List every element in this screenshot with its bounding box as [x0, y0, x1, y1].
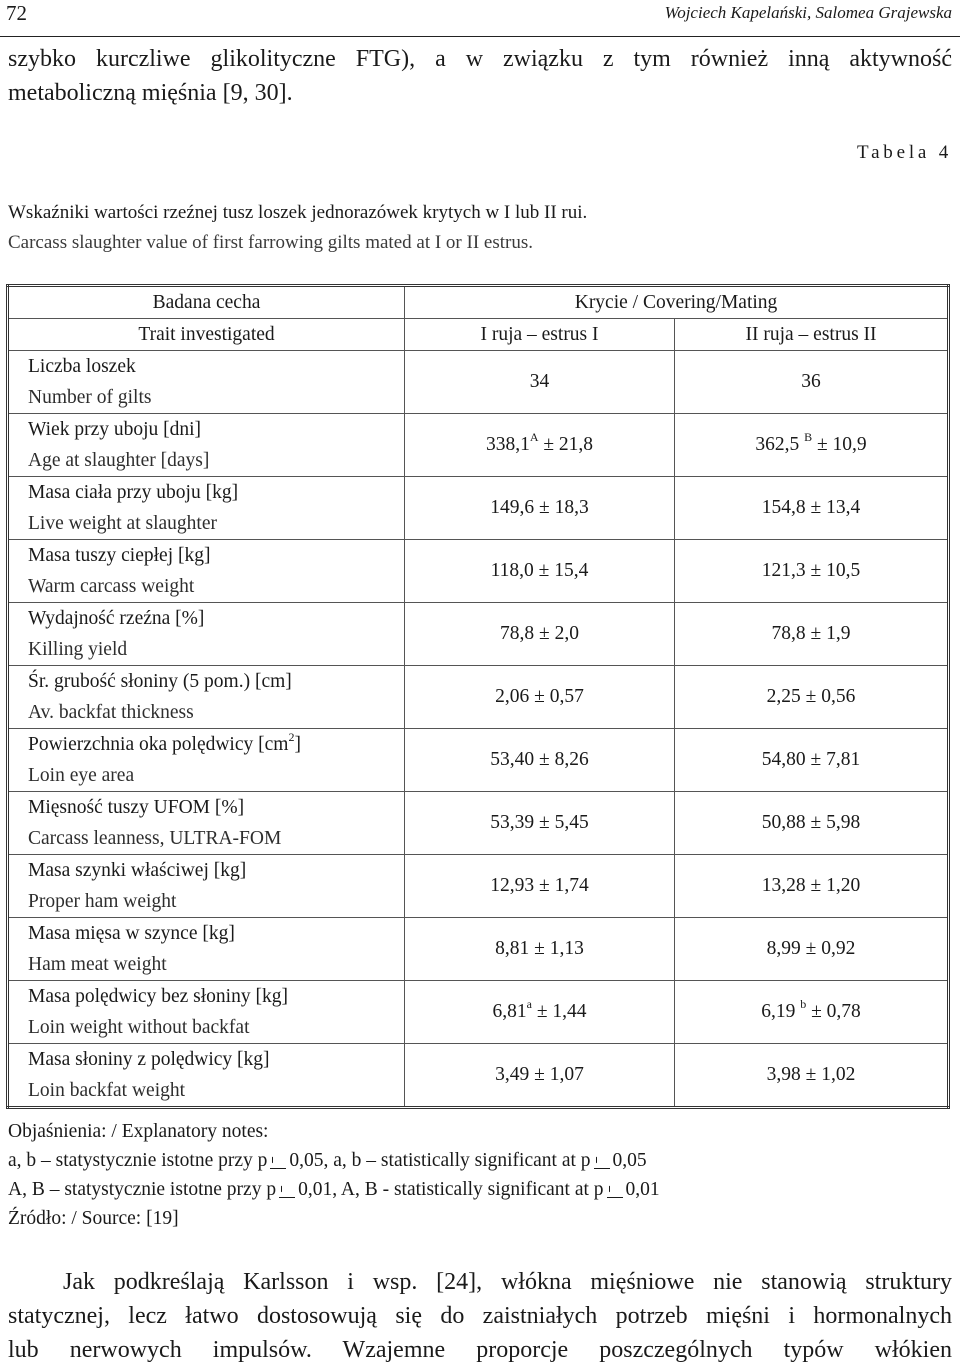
- table-row: [8, 540, 949, 603]
- trait-name-pl: Śr. grubość słoniny (5 pom.) [cm]: [28, 671, 292, 692]
- trait-cell: [8, 477, 405, 540]
- table-row: [8, 792, 949, 855]
- trait-name-en: Ham meat weight: [28, 954, 167, 975]
- intro-line: szybko kurczliwe glikolityczne FTG), a w związku z tym również inną aktywność: [8, 46, 952, 72]
- trait-cell: [8, 1044, 405, 1108]
- notes-line-uppercase: A, B – statystycznie istotne przy p 0,01, A, B - statistically significant at p 0,01: [8, 1179, 660, 1200]
- value-estrus-1: 6,81$^a$ ± 1,44: [405, 981, 675, 1044]
- table-row: [8, 351, 949, 414]
- value-estrus-2: 121,3 ± 10,5: [675, 540, 949, 603]
- trait-cell: [8, 540, 405, 603]
- value-estrus-1: 34: [405, 351, 675, 414]
- trait-name-en: Loin backfat weight: [28, 1080, 186, 1101]
- value-estrus-2: 6,19 $^b$ ± 0,78: [675, 981, 949, 1044]
- trait-name-en: Loin eye area: [28, 765, 135, 786]
- intro-line: metaboliczną mięśnia [9, 30].: [8, 80, 293, 106]
- notes-line-lowercase: a, b – statystycznie istotne przy p 0,05, a, b – statistically significant at p 0,05: [8, 1150, 647, 1171]
- value-estrus-1: $338,1^A \pm 21,8$: [405, 414, 675, 477]
- body-paragraph: [8, 1265, 952, 1367]
- value-estrus-1: 118,0 ± 15,4: [405, 540, 675, 603]
- value-estrus-2: 3,98 ± 1,02: [675, 1044, 949, 1108]
- table-row: [8, 855, 949, 918]
- trait-name-en: Carcass leanness, ULTRA-FOM: [28, 828, 282, 849]
- less-equal-icon: [279, 1179, 295, 1198]
- trait-name-pl: Masa tuszy ciepłej [kg]: [28, 545, 211, 566]
- table-row: [8, 414, 949, 477]
- table-row: [8, 477, 949, 540]
- trait-cell: [8, 729, 405, 792]
- results-table: [6, 284, 950, 1109]
- table-row: [8, 981, 949, 1044]
- intro-paragraph: [8, 42, 952, 110]
- value-estrus-2: 78,8 ± 1,9: [675, 603, 949, 666]
- trait-name-pl: Masa słoniny z polędwicy [kg]: [28, 1049, 270, 1070]
- value-estrus-2: 50,88 ± 5,98: [675, 792, 949, 855]
- trait-name-en: Av. backfat thickness: [28, 702, 194, 723]
- body-line: Jak podkreślają Karlsson i wsp. [24], włókna mięśniowe nie stanowią struktury: [63, 1269, 952, 1295]
- trait-name-en: Warm carcass weight: [28, 576, 195, 597]
- trait-name-en: Age at slaughter [days]: [28, 450, 210, 471]
- less-equal-icon: [594, 1150, 610, 1169]
- trait-header-en: Trait investigated: [8, 319, 405, 351]
- trait-cell: [8, 414, 405, 477]
- less-equal-icon: [607, 1179, 623, 1198]
- table-row: [8, 729, 949, 792]
- value-estrus-1: 2,06 ± 0,57: [405, 666, 675, 729]
- table-row: [8, 1044, 949, 1108]
- trait-cell: [8, 855, 405, 918]
- table-notes: [8, 1117, 660, 1233]
- less-equal-icon: [270, 1150, 286, 1169]
- value-estrus-1: 12,93 ± 1,74: [405, 855, 675, 918]
- body-line: lub nerwowych impulsów. Wzajemne proporcje poszczególnych typów włókien: [8, 1337, 952, 1363]
- notes-title: Objaśnienia: / Explanatory notes:: [8, 1121, 269, 1142]
- table-row: [8, 918, 949, 981]
- trait-name-en: Live weight at slaughter: [28, 513, 217, 534]
- trait-name-en: Number of gilts: [28, 387, 152, 408]
- trait-name-pl: Masa ciała przy uboju [kg]: [28, 482, 239, 503]
- value-estrus-2: 2,25 ± 0,56: [675, 666, 949, 729]
- table-row: [8, 666, 949, 729]
- trait-name-pl: Mięsność tuszy UFOM [%]: [28, 797, 245, 818]
- col2-header: II ruja – estrus II: [675, 319, 949, 351]
- trait-name-pl: Liczba loszek: [28, 356, 136, 377]
- value-estrus-1: 53,40 ± 8,26: [405, 729, 675, 792]
- trait-name-pl: Wiek przy uboju [dni]: [28, 419, 202, 440]
- table-caption: [8, 198, 587, 258]
- value-estrus-1: 3,49 ± 1,07: [405, 1044, 675, 1108]
- caption-english: Carcass slaughter value of first farrowing gilts mated at I or II estrus.: [8, 232, 533, 253]
- running-header: [0, 0, 960, 37]
- value-estrus-2: 8,99 ± 0,92: [675, 918, 949, 981]
- trait-cell: [8, 351, 405, 414]
- page-number: 72: [6, 1, 27, 25]
- trait-name-en: Loin weight without backfat: [28, 1017, 250, 1038]
- trait-name-pl: Powierzchnia oka polędwicy $[cm^2]$: [28, 729, 301, 755]
- trait-name-pl: Masa polędwicy bez słoniny [kg]: [28, 986, 288, 1007]
- trait-name-en: Killing yield: [28, 639, 128, 660]
- caption-polish: Wskaźniki wartości rzeźnej tusz loszek jednorazówek krytych w I lub II rui.: [8, 202, 588, 223]
- trait-name-pl: Masa mięsa w szynce [kg]: [28, 923, 235, 944]
- table-number-label: Tabela 4: [856, 142, 952, 163]
- trait-name-pl: Masa szynki właściwej [kg]: [28, 860, 247, 881]
- notes-source: Źródło: / Source: [19]: [8, 1208, 179, 1229]
- trait-cell: [8, 666, 405, 729]
- trait-cell: [8, 792, 405, 855]
- running-header-authors: Wojciech Kapelański, Salomea Grajewska: [664, 3, 952, 22]
- value-estrus-1: 53,39 ± 5,45: [405, 792, 675, 855]
- table-row: [8, 603, 949, 666]
- trait-name-en: Proper ham weight: [28, 891, 177, 912]
- value-estrus-2: 154,8 ± 13,4: [675, 477, 949, 540]
- value-estrus-1: 8,81 ± 1,13: [405, 918, 675, 981]
- trait-cell: [8, 981, 405, 1044]
- trait-cell: [8, 918, 405, 981]
- group-header: Krycie / Covering/Mating: [405, 286, 949, 319]
- value-estrus-1: 78,8 ± 2,0: [405, 603, 675, 666]
- value-estrus-2: 13,28 ± 1,20: [675, 855, 949, 918]
- trait-header-pl: Badana cecha: [8, 286, 405, 319]
- value-estrus-2: 54,80 ± 7,81: [675, 729, 949, 792]
- value-estrus-1: 149,6 ± 18,3: [405, 477, 675, 540]
- trait-name-pl: Wydajność rzeźna [%]: [28, 608, 205, 629]
- value-estrus-2: 36: [675, 351, 949, 414]
- value-estrus-2: 362,5 $^B$ ± 10,9: [675, 414, 949, 477]
- body-line: statycznej, lecz łatwo dostosowują się do zaistniałych potrzeb mięśni i hormonalnych: [8, 1303, 952, 1329]
- trait-cell: [8, 603, 405, 666]
- col1-header: I ruja – estrus I: [405, 319, 675, 351]
